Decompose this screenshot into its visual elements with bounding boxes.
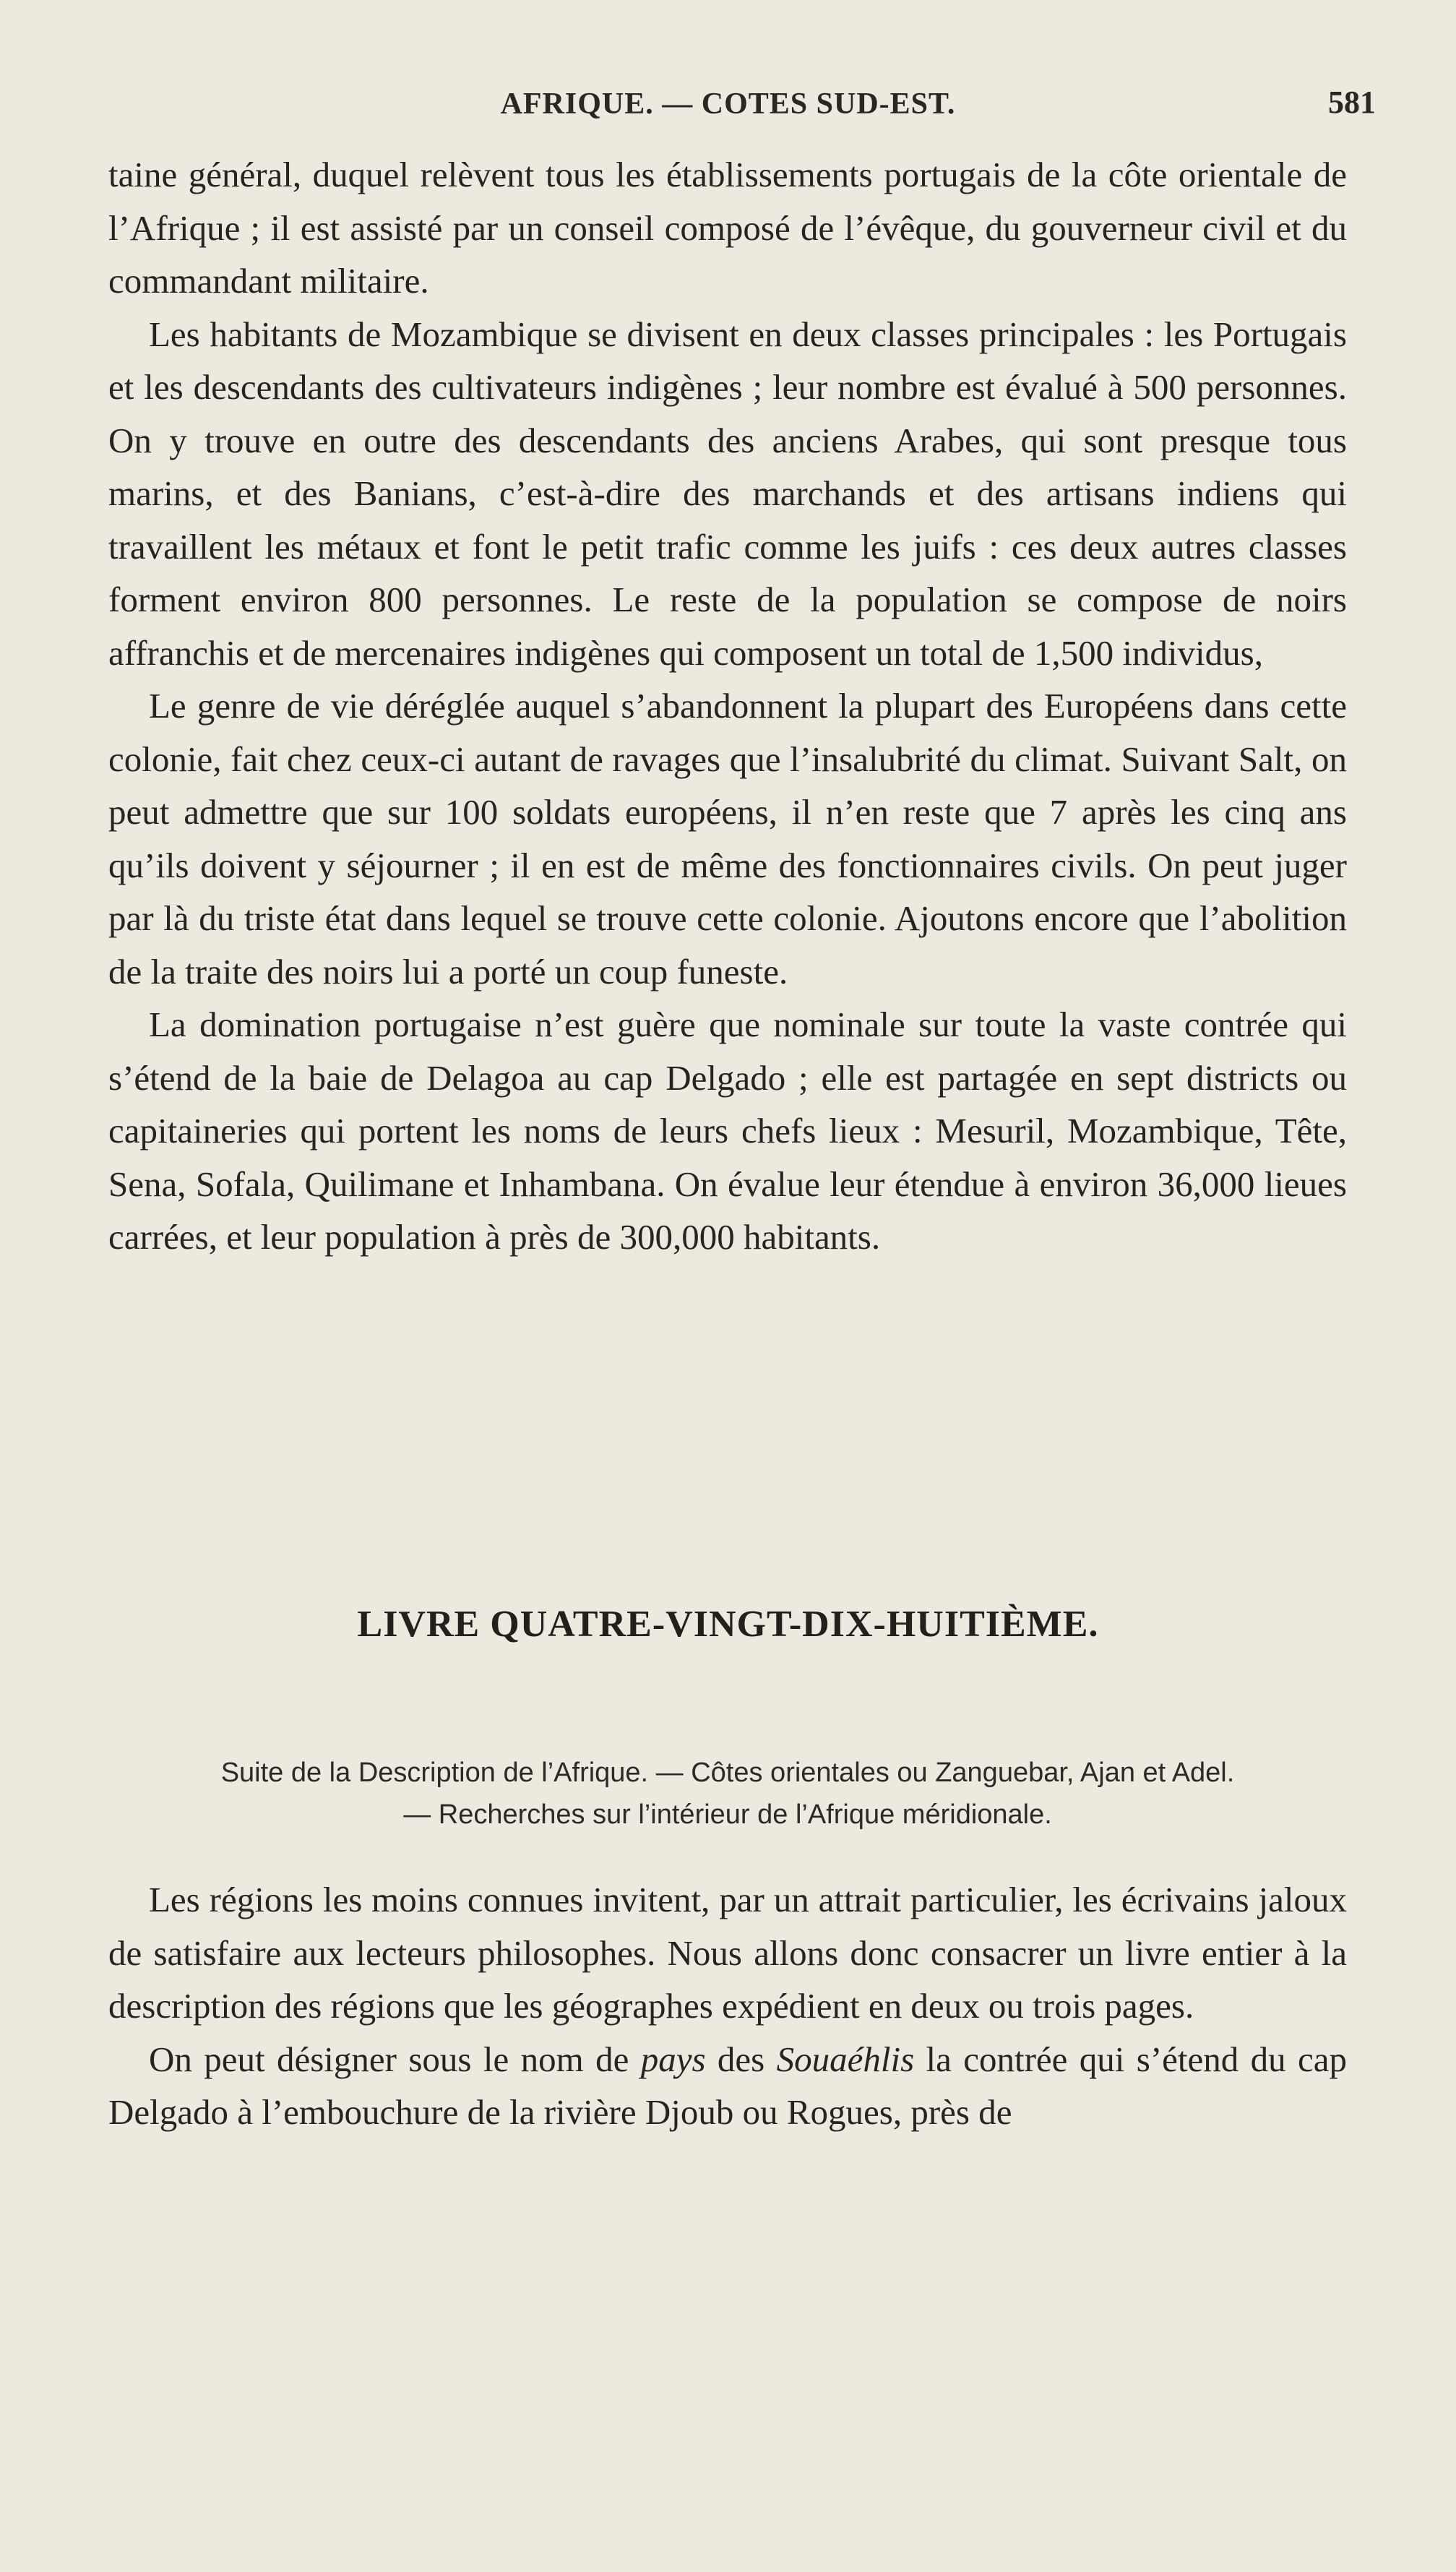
paragraph-regions: Les régions les moins connues invitent, par un attrait particulier, les écrivains jaloux de satisfaire aux lecteurs philosophes. Nous allons donc consacrer un livre entier à la description des régions que les géographes expédient en deux ou trois pages. — [108, 1880, 1347, 2026]
running-title: AFRIQUE. — COTES SUD-EST. — [500, 87, 956, 121]
paragraph-text: la contrée qui s’étend du cap Delgado à l’embouchure de la rivière Djoub ou Rogues, près de — [108, 2039, 1348, 2132]
chapter-summary-line: — Recherches sur l’intérieur de l’Afrique méridionale. — [403, 1799, 1052, 1830]
chapter-summary — [108, 1752, 1347, 1836]
paragraph-text: des — [705, 2039, 777, 2079]
text-before-chapter — [108, 148, 1347, 1264]
chapter-summary-line: Suite de la Description de l’Afrique. — Côtes orientales ou Zanguebar, Ajan et Adel. — [220, 1758, 1235, 1788]
paragraph-continuation: taine général, duquel relèvent tous les établissements portugais de la côte orientale de l’Afrique ; il est assisté par un conseil composé de l’évêque, du gouverneur civil et du commandant militaire. — [108, 155, 1347, 301]
running-head — [0, 87, 1456, 130]
paragraph-inhabitants: Les habitants de Mozambique se divisent en deux classes principales : les Portugais et les descendants des cultivateurs indigènes ; leur nombre est évalué à 500 personnes. On y trouve en outre des descendants des anciens Arabes, qui sont presque tous marins, et des Banians, c’est-à-dire des marchands et des artisans indiens qui travaillent les métaux et font le petit trafic comme les juifs : ces deux autres classes forment environ 800 personnes. Le reste de la population se compose de noirs affranchis et de mercenaires indigènes qui composent un total de 1,500 individus, — [108, 314, 1347, 673]
paragraph-domination: La domination portugaise n’est guère que nominale sur toute la vaste contrée qui s’étend de la baie de Delagoa au cap Delgado ; elle est partagée en sept districts ou capitaineries qui portent les noms de leurs chefs lieux : Mesuril, Mozambique, Tête, Sena, Sofala, Quilimane et Inhambana. On évalue leur étendue à environ 36,000 lieues carrées, et leur population à près de 300,000 habitants. — [108, 1005, 1347, 1257]
italic-term: pays — [640, 2039, 706, 2079]
paragraph-souaehlis — [108, 2033, 1347, 2139]
text-after-chapter — [108, 1873, 1347, 2139]
paragraph-lifestyle: Le genre de vie déréglée auquel s’abandonnent la plupart des Européens dans cette colonie, fait chez ceux-ci autant de ravages que l’insalubrité du climat. Suivant Salt, on peut admettre que sur 100 soldats européens, il n’en reste que 7 après les cinq ans qu’ils doivent y séjourner ; il en est de même des fonctionnaires civils. On peut juger par là du triste état dans lequel se trouve cette colonie. Ajoutons encore que l’abolition de la traite des noirs lui a porté un coup funeste. — [108, 686, 1347, 992]
paragraph-text: On peut désigner sous le nom de — [149, 2039, 641, 2079]
italic-term: Souaéhlis — [776, 2039, 915, 2079]
chapter-title: LIVRE QUATRE-VINGT-DIX-HUITIÈME. — [357, 1604, 1099, 1645]
page-number: 581 — [1328, 85, 1376, 120]
